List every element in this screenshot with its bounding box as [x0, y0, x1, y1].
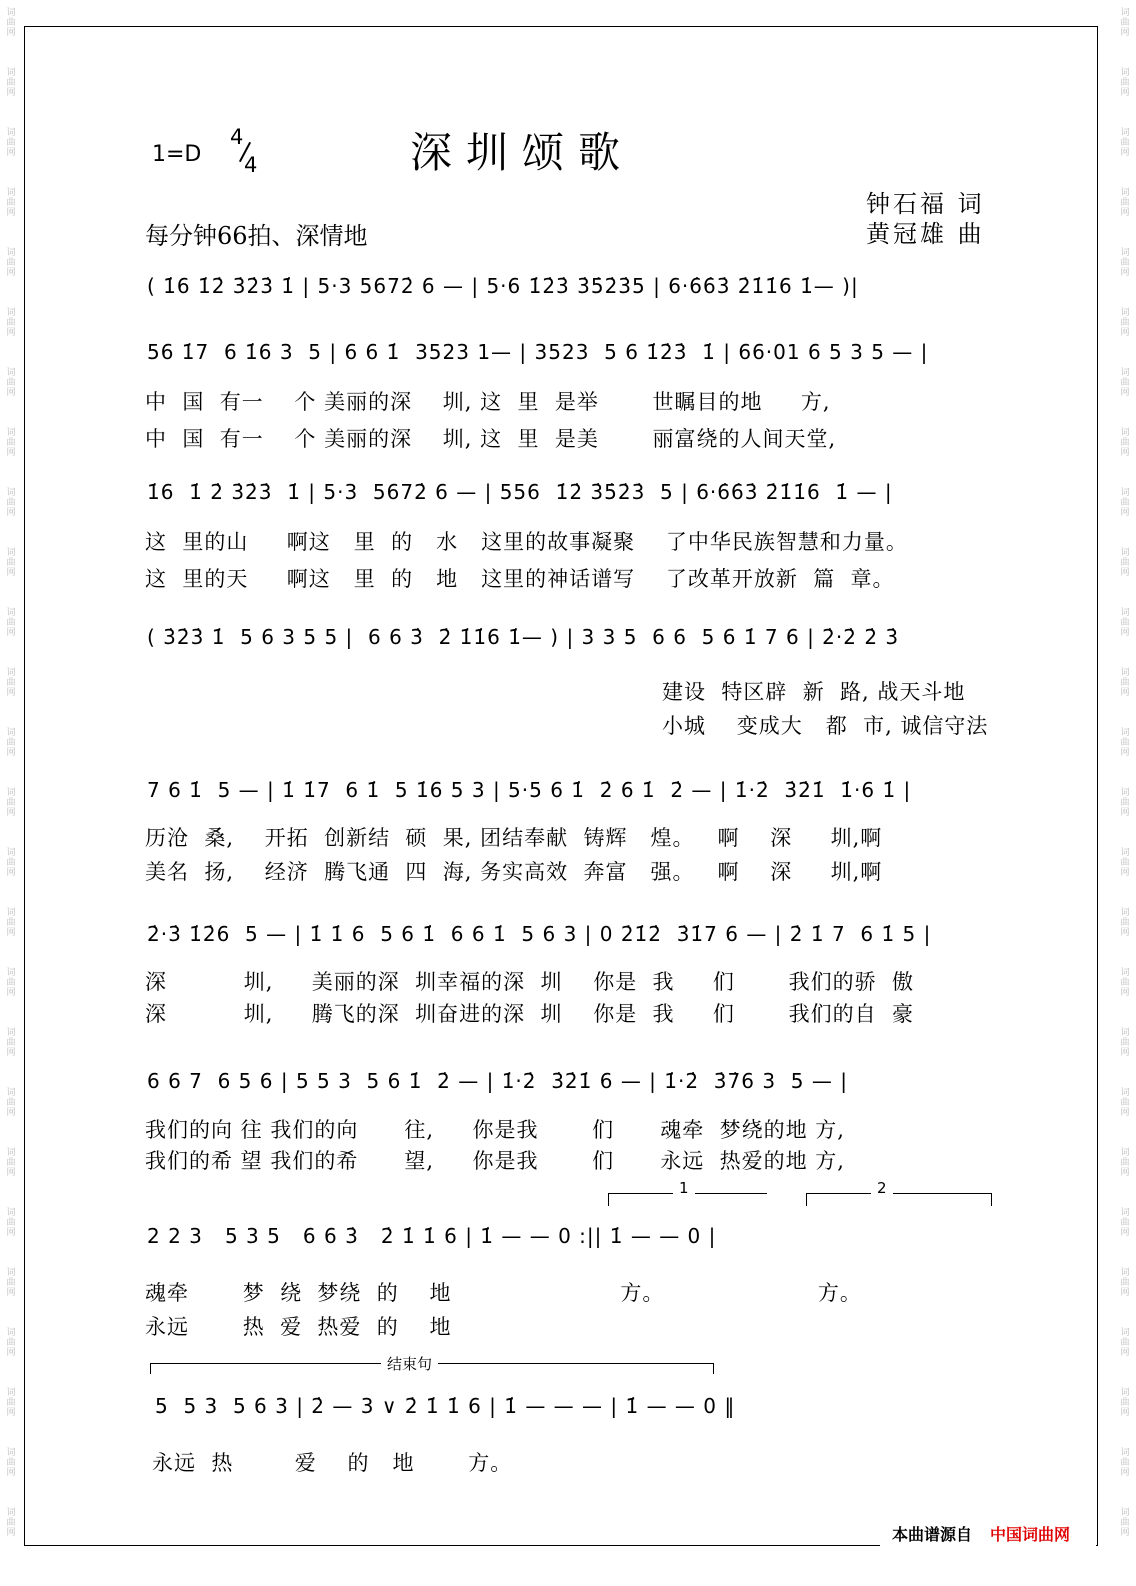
key-signature: 1=D: [152, 142, 202, 167]
watermark-text: 词 曲 网: [1120, 1448, 1130, 1478]
watermark-text: 词 曲 网: [1120, 8, 1130, 38]
notation-line: 1̇6 1̇ 2̇ 3̇2̇3̇ 1̇ | 5·3 5672̇ 6 — | 556 1̇2̇ 3̇5̇2̇3̇ 5 | 6·6̇6̇3̇ 2̇1̇1̇6 1̇ — |: [147, 480, 893, 504]
watermark-text: 词 曲 网: [1120, 908, 1130, 938]
time-signature: [228, 125, 264, 181]
lyric-line: 魂牵 梦 绕 梦绕 的 地 方。 方。: [145, 1281, 862, 1305]
watermark-text: 词 曲 网: [6, 1088, 16, 1118]
lyric-line: 历沧 桑, 开拓 创新结 硕 果, 团结奉献 铸辉 煌。 啊 深 圳,啊: [145, 826, 883, 850]
watermark-text: 词 曲 网: [6, 848, 16, 878]
watermark-text: 词 曲 网: [1120, 1028, 1130, 1058]
watermark-text: 词 曲 网: [6, 1508, 16, 1538]
notation-line: 5 5 3 5 6 3 | 2̇ — 3 ∨ 2̇ 1̇ 1̇ 6 | 1̇ — — — | 1̇ — — 0 ‖: [155, 1394, 736, 1418]
watermark-text: 词 曲 网: [1120, 308, 1130, 338]
left-watermark-strip: [2, 0, 20, 1586]
watermark-text: 词 曲 网: [6, 788, 16, 818]
watermark-text: 词 曲 网: [6, 8, 16, 38]
source-site-link[interactable]: 中国词曲网: [990, 1524, 1071, 1544]
first-ending-label: 1: [673, 1179, 695, 1197]
watermark-text: 词 曲 网: [1120, 1208, 1130, 1238]
watermark-text: 词 曲 网: [1120, 1148, 1130, 1178]
watermark-text: 词 曲 网: [6, 668, 16, 698]
lyric-line: 中 国 有一 个 美丽的深 圳, 这 里 是举 世瞩目的地 方,: [145, 390, 831, 414]
notation-line: ( 1̇6 1̇2̇ 3̇2̇3̇ 1̇ | 5·3 5672̇ 6 — | 5·6 1̇2̇3̇ 3̇5̇2̇3̇5 | 6·6̇6̇3̇ 2̇1̇1̇6 1̇— )|: [147, 274, 859, 298]
coda-label: 结束句: [381, 1353, 438, 1374]
song-title: 深圳颂歌: [410, 128, 635, 177]
watermark-text: 词 曲 网: [1120, 728, 1130, 758]
watermark-text: 词 曲 网: [1120, 248, 1130, 278]
watermark-text: 词 曲 网: [1120, 668, 1130, 698]
watermark-text: 词 曲 网: [1120, 1268, 1130, 1298]
lyric-line: 永远 热 爱 热爱 的 地: [145, 1315, 452, 1339]
source-label: 本曲谱源自: [892, 1524, 973, 1544]
second-ending-label: 2: [871, 1179, 893, 1197]
lyric-line: 我们的希 望 我们的希 望, 你是我 们 永远 热爱的地 方,: [145, 1149, 845, 1173]
first-ending-bracket: [608, 1179, 767, 1206]
notation-line: 2 2 3 5 3 5 6 6 3̇ 2̇ 1̇ 1̇ 6 | 1̇ — — 0 :|| 1̇ — — 0 |: [147, 1224, 717, 1248]
watermark-text: 词 曲 网: [1120, 968, 1130, 998]
watermark-text: 词 曲 网: [1120, 608, 1130, 638]
composer-credit: 黄冠雄 曲: [866, 220, 985, 248]
lyric-line: 我们的向 往 我们的向 往, 你是我 们 魂牵 梦绕的地 方,: [145, 1118, 845, 1142]
watermark-text: 词 曲 网: [6, 1328, 16, 1358]
watermark-text: 词 曲 网: [6, 608, 16, 638]
second-ending-bracket: [806, 1179, 992, 1206]
watermark-text: 词 曲 网: [6, 68, 16, 98]
watermark-text: 词 曲 网: [1120, 1328, 1130, 1358]
watermark-text: 词 曲 网: [6, 1448, 16, 1478]
notation-line: 2̇·3̇ 1̇2̇6 5 — | 1̇ 1̇ 6 5 6 1̇ 6 6 1̇ 5 6 3 | 0 2̇1̇2̇ 3̇1̇7 6 — | 2̇ 1̇ 7 6 1̇ 5 |: [147, 922, 932, 946]
lyric-line: 小城 变成大 都 市, 诚信守法: [662, 714, 989, 738]
watermark-text: 词 曲 网: [1120, 128, 1130, 158]
watermark-text: 词 曲 网: [6, 728, 16, 758]
notation-line: 7 6 1̇ 5 — | 1̇ 1̇7 6 1̇ 5 1̇6 5 3 | 5·5 6 1̇ 2̇ 6 1̇ 2̇ — | 1̇·2̇ 3̇2̇1̇ 1̇·6 1̇ |: [147, 778, 912, 802]
watermark-text: 词 曲 网: [1120, 1508, 1130, 1538]
source-credit: [880, 1519, 1096, 1547]
lyricist-credit: 钟石福 词: [866, 190, 985, 218]
watermark-text: 词 曲 网: [6, 128, 16, 158]
lyric-line: 这 里的天 啊这 里 的 地 这里的神话谱写 了改革开放新 篇 章。: [145, 567, 895, 591]
lyric-line: 深 圳, 腾飞的深 圳奋进的深 圳 你是 我 们 我们的自 豪: [145, 1002, 915, 1026]
lyric-line: 建设 特区辟 新 路, 战天斗地: [662, 680, 966, 704]
time-numerator: 4: [230, 125, 244, 149]
watermark-text: 词 曲 网: [1120, 428, 1130, 458]
lyric-line: 中 国 有一 个 美丽的深 圳, 这 里 是美 丽富绕的人间天堂,: [145, 427, 837, 451]
watermark-text: 词 曲 网: [6, 188, 16, 218]
notation-line: 56 1̇7 6 1̇6 3 5 | 6 6 1̇ 3523 1— | 3523 5 6 1̇2̇3̇ 1̇ | 66·01 6 5 3 5 — |: [147, 340, 929, 364]
watermark-text: 词 曲 网: [1120, 848, 1130, 878]
watermark-text: 词 曲 网: [6, 968, 16, 998]
watermark-text: 词 曲 网: [6, 1388, 16, 1418]
watermark-text: 词 曲 网: [1120, 488, 1130, 518]
watermark-text: 词 曲 网: [6, 548, 16, 578]
watermark-text: 词 曲 网: [6, 908, 16, 938]
watermark-text: 词 曲 网: [6, 308, 16, 338]
notation-line: 6 6 7 6 5 6 | 5 5 3 5 6 1̇ 2̇ — | 1̇·2̇ 3̇2̇1̇ 6 — | 1̇·2̇ 3̇7̇6 3 5 — |: [147, 1069, 848, 1093]
watermark-text: 词 曲 网: [1120, 1388, 1130, 1418]
watermark-text: 词 曲 网: [6, 428, 16, 458]
time-denominator: 4: [244, 153, 258, 177]
watermark-text: 词 曲 网: [6, 368, 16, 398]
watermark-text: 词 曲 网: [6, 1268, 16, 1298]
watermark-text: 词 曲 网: [6, 488, 16, 518]
lyric-line: 美名 扬, 经济 腾飞通 四 海, 务实高效 奔富 强。 啊 深 圳,啊: [145, 860, 883, 884]
lyric-line: 永远 热 爱 的 地 方。: [152, 1451, 513, 1475]
watermark-text: 词 曲 网: [6, 1148, 16, 1178]
watermark-text: 词 曲 网: [1120, 788, 1130, 818]
coda-bracket: [150, 1355, 714, 1374]
right-watermark-strip: [1116, 0, 1134, 1586]
watermark-text: 词 曲 网: [1120, 68, 1130, 98]
watermark-text: 词 曲 网: [6, 1208, 16, 1238]
notation-line: ( 3̇2̇3̇ 1̇ 5 6 3 5 5 | 6 6 3̇ 2̇ 1̇1̇6 1̇— ) | 3 3 5 6 6 5 6 1̇ 7 6 | 2̇·2̇ 2̇ 3̇: [147, 625, 900, 649]
watermark-text: 词 曲 网: [6, 248, 16, 278]
watermark-text: 词 曲 网: [1120, 548, 1130, 578]
watermark-text: 词 曲 网: [1120, 188, 1130, 218]
watermark-text: 词 曲 网: [1120, 1088, 1130, 1118]
watermark-text: 词 曲 网: [6, 1028, 16, 1058]
lyric-line: 这 里的山 啊这 里 的 水 这里的故事凝聚 了中华民族智慧和力量。: [145, 530, 908, 554]
watermark-text: 词 曲 网: [1120, 368, 1130, 398]
lyric-line: 深 圳, 美丽的深 圳幸福的深 圳 你是 我 们 我们的骄 傲: [145, 970, 915, 994]
tempo-marking: 每分钟66拍、深情地: [145, 222, 368, 250]
